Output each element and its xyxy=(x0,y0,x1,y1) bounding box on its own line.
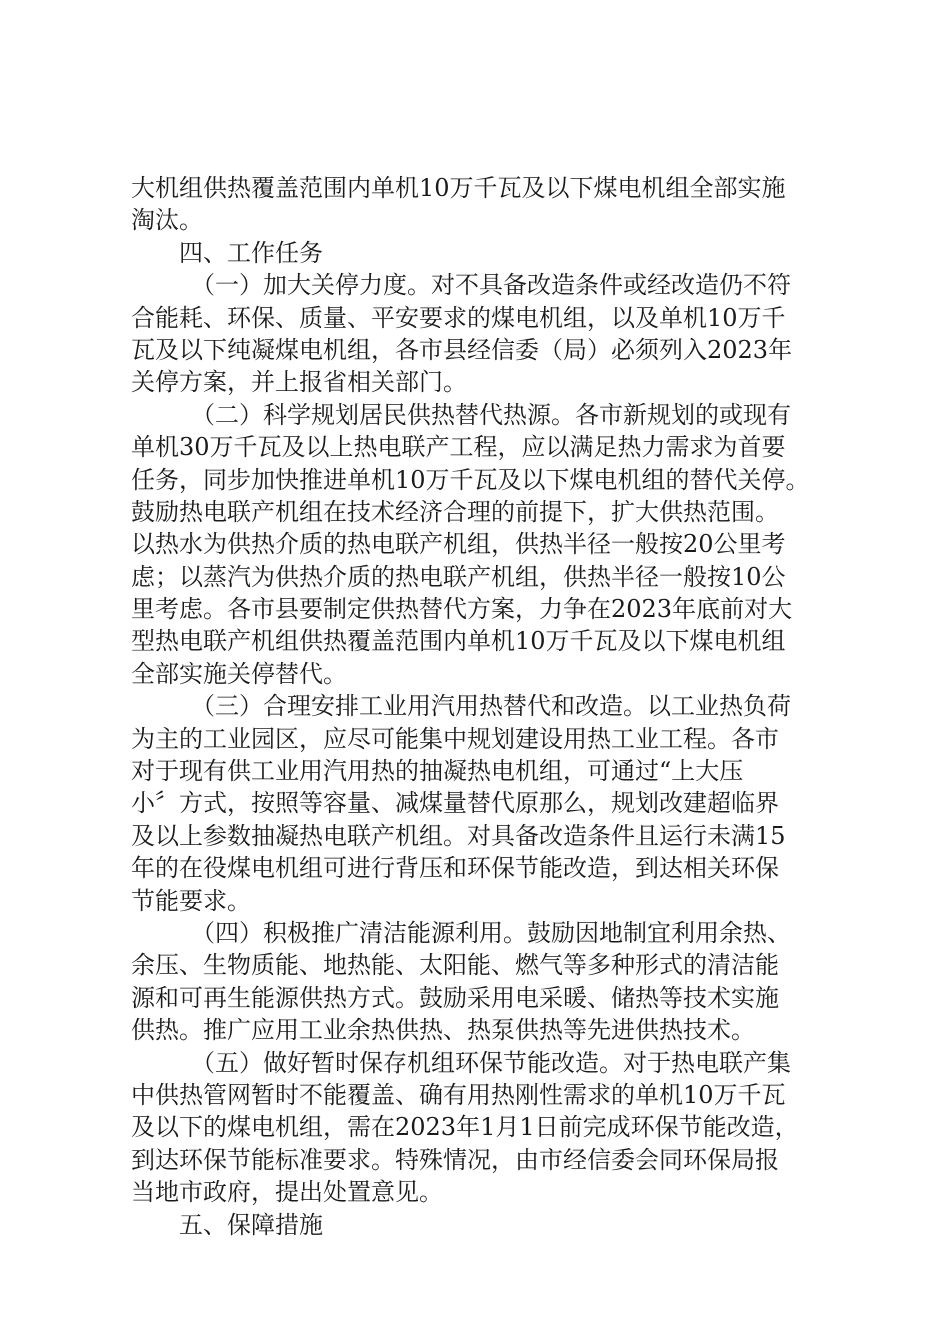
paragraph-line: 里考虑。各市县要制定供热替代方案，力争在2023年底前对大 xyxy=(131,595,793,624)
paragraph-line: 虑；以蒸汽为供热介质的热电联产机组，供热半径一般按10公 xyxy=(131,562,786,591)
paragraph-line: 当地市政府，提出处置意见。 xyxy=(131,1178,443,1207)
paragraph-line: 单机30万千瓦及以上热电联产工程，应以满足热力需求为首要 xyxy=(131,433,786,462)
paragraph-line: 关停方案，并上报省相关部门。 xyxy=(131,368,467,397)
paragraph-line: 中供热管网暂时不能覆盖、确有用热刚性需求的单机10万千瓦 xyxy=(131,1080,786,1109)
paragraph-line: 年的在役煤电机组可进行背压和环保节能改造，到达相关环保 xyxy=(131,854,779,883)
paragraph-line-indented: （五）做好暂时保存机组环保节能改造。对于热电联产集 xyxy=(191,1048,791,1077)
paragraph-line-indented: （二）科学规划居民供热替代热源。各市新规划的或现有 xyxy=(191,400,791,429)
paragraph-line: 型热电联产机组供热覆盖范围内单机10万千瓦及以下煤电机组 xyxy=(131,627,786,656)
paragraph-line: 余压、生物质能、地热能、太阳能、燃气等多种形式的清洁能 xyxy=(131,951,779,980)
paragraph-line-indented: （四）积极推广清洁能源利用。鼓励因地制宜利用余热、 xyxy=(191,918,791,947)
paragraph-line: 瓦及以下纯凝煤电机组，各市县经信委（局）必须列入2023年 xyxy=(131,335,793,364)
paragraph-line: 大机组供热覆盖范围内单机10万千瓦及以下煤电机组全部实施 xyxy=(131,174,786,202)
paragraph-line: 供热。推广应用工业余热供热、热泵供热等先进供热技术。 xyxy=(131,1016,755,1045)
paragraph-line: 及以上参数抽凝热电联产机组。对具备改造条件且运行未满15 xyxy=(131,821,786,850)
paragraph-line: 任务，同步加快推进单机10万千瓦及以下煤电机组的替代关停。 xyxy=(131,465,810,494)
paragraph-line: 鼓励热电联产机组在技术经济合理的前提下，扩大供热范围。 xyxy=(131,497,779,526)
paragraph-line: 合能耗、环保、质量、平安要求的煤电机组，以及单机10万千 xyxy=(131,303,786,332)
paragraph-line-indented: 五、保障措施 xyxy=(179,1210,323,1239)
paragraph-line: 以热水为供热介质的热电联产机组，供热半径一般按20公里考 xyxy=(131,530,786,559)
document-body xyxy=(131,172,851,1241)
paragraph-line: 及以下的煤电机组，需在2023年1月1日前完成环保节能改造， xyxy=(131,1113,799,1142)
paragraph-line: 节能要求。 xyxy=(131,886,251,915)
paragraph-line: 小〞方式，按照等容量、减煤量替代原那么，规划改建超临界 xyxy=(131,789,779,818)
paragraph-line: 对于现有供工业用汽用热的抽凝热电机组，可通过“上大压 xyxy=(131,757,744,786)
paragraph-line: 到达环保节能标准要求。特殊情况，由市经信委会同环保局报 xyxy=(131,1145,779,1174)
paragraph-line-indented: 四、工作任务 xyxy=(179,238,323,267)
paragraph-line: 源和可再生能源供热方式。鼓励采用电采暖、储热等技术实施 xyxy=(131,983,779,1012)
paragraph-line: 淘汰。 xyxy=(131,206,203,235)
paragraph-line-indented: （一）加大关停力度。对不具备改造条件或经改造仍不符 xyxy=(191,271,791,300)
paragraph-line-indented: （三）合理安排工业用汽用热替代和改造。以工业热负荷 xyxy=(191,692,791,721)
paragraph-line: 全部实施关停替代。 xyxy=(131,659,347,688)
paragraph-line: 为主的工业园区，应尽可能集中规划建设用热工业工程。各市 xyxy=(131,724,779,753)
